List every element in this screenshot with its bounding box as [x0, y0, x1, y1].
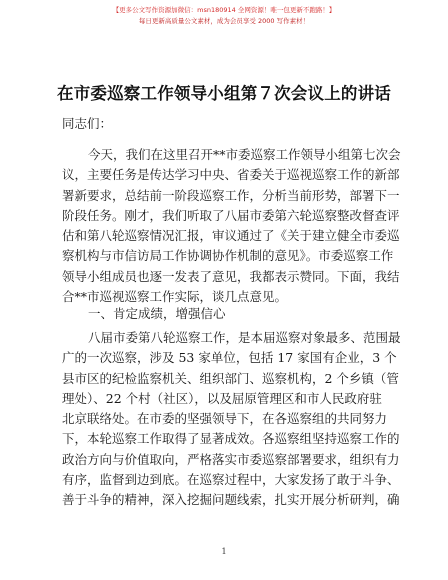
page-number: 1 — [221, 547, 227, 556]
document-title: 在市委巡察工作领导小组第７次会议上的讲话 — [57, 84, 391, 103]
paragraph-line: 今天，我们在这里召开**市委巡察工作领导小组第七次会 — [88, 147, 401, 162]
paragraph-line: 北京联络处。在市委的坚强领导下，在各巡察组的共同努力 — [62, 411, 388, 427]
paragraph-line: 广的一次巡察，涉及 53 家单位，包括 17 家国有企业，3 个 — [62, 350, 397, 366]
paragraph-line: 估和第八轮巡察情况汇报，审议通过了《关于建立健全市委巡 — [62, 228, 400, 244]
promo-banner-line-1: 【更多公文写作资源加微信：msn180914 全网资源！唯一包更新不跑路！】 — [112, 6, 336, 14]
salutation: 同志们： — [62, 116, 113, 131]
paragraph-line: 领导小组成员也逐一发表了意见，我都表示赞同。下面，我结 — [62, 268, 400, 284]
paragraph-line: 有序，监督到边到底。在巡察过程中，大家发扬了敢于斗争、 — [62, 472, 400, 488]
paragraph-line: 议，主要任务是传达学习中央、省委关于巡视巡察工作的新部 — [62, 167, 400, 183]
paragraph-line: 察机构与市信访局工作协调协作机制的意见》。市委巡察工作 — [62, 248, 394, 264]
paragraph-line: 县市区的纪检监察机关、组织部门、巡察机构，2 个乡镇（管 — [62, 370, 399, 386]
section-heading-1: 一、肯定成绩，增强信心 — [88, 306, 226, 321]
paragraph-line: 八届市委第八轮巡察工作，是本届巡察对象最多、范围最 — [88, 330, 401, 345]
paragraph-2 — [62, 328, 401, 511]
paragraph-line: 阶段任务。刚才，我们听取了八届市委第六轮巡察整改督查评 — [62, 207, 400, 223]
paragraph-line: 下，本轮巡察工作取得了显著成效。各巡察组坚持巡察工作的 — [62, 431, 400, 447]
paragraph-1 — [62, 145, 401, 307]
paragraph-line: 政治方向与价值取向，严格落实市委巡察部署要求，组织有力 — [62, 451, 400, 467]
paragraph-line: 署新要求，总结前一阶段巡察工作，分析当前形势，部署下一 — [62, 187, 400, 203]
paragraph-line: 理处）、22 个村（社区），以及屈原管理区和市人民政府驻 — [62, 390, 382, 406]
paragraph-line: 合**市巡视巡察工作实际，谈几点意见。 — [62, 289, 288, 305]
paragraph-line: 善于斗争的精神，深入挖掘问题线索，扎实开展分析研判，确 — [62, 492, 400, 508]
promo-banner-line-2: 每日更新高质量公文素材，成为会员享受 2000 写作素材！ — [138, 17, 310, 25]
